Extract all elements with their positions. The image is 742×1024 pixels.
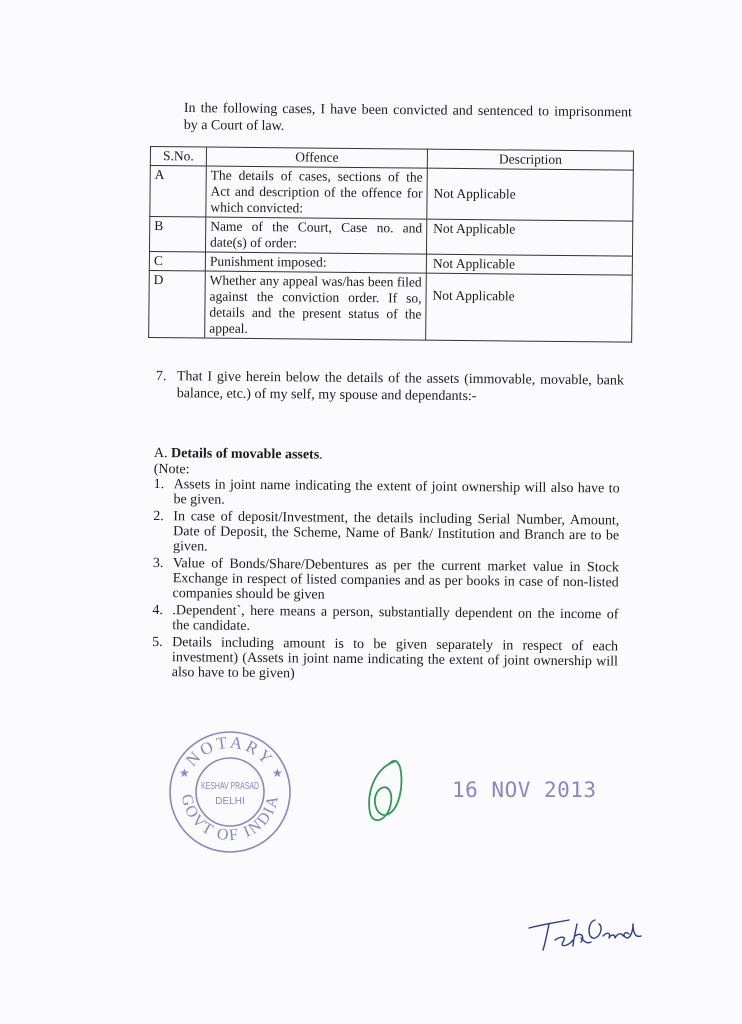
row-offence: Whether any appeal was/has been filed against the conviction order. If so, details and the present status of the appeal.	[205, 271, 427, 340]
note-number: 3.	[152, 555, 164, 572]
note-number: 1.	[153, 476, 165, 493]
list-item	[152, 603, 618, 637]
table-row	[149, 217, 632, 257]
row-description: Not Applicable	[426, 219, 632, 256]
section-title: Details of movable assets	[170, 446, 320, 463]
header-description: Description	[427, 149, 633, 170]
handwritten-signature	[525, 906, 653, 954]
row-description: Not Applicable	[427, 168, 633, 221]
date-stamp: 16 NOV 2013	[452, 778, 597, 802]
intro-paragraph: In the following cases, I have been convicted and sentenced to imprisonment by a Court of law.	[183, 100, 632, 134]
notes-list	[152, 477, 620, 684]
stamp-top-text: NOTARY	[181, 732, 279, 771]
note-number: 4.	[152, 602, 163, 619]
star-icon: ★	[179, 766, 190, 780]
row-offence: The details of cases, sections of the Act and description of the offence for which convicted:	[206, 166, 427, 219]
note-number: 5.	[152, 634, 163, 651]
list-item	[153, 509, 619, 558]
notary-stamp	[166, 728, 294, 856]
star-icon: ★	[272, 766, 283, 780]
stamp-place: DELHI	[215, 796, 245, 807]
list-item	[153, 477, 619, 511]
point-number: 7.	[155, 368, 167, 385]
row-sno: D	[149, 270, 206, 338]
note-text: Details including amount is to be given separately in respect of each investment) (Assets in joint name indicating the extent of joint ownership will also have to be given)	[171, 635, 619, 682]
section-title-suffix: .	[319, 447, 323, 463]
list-item	[152, 635, 618, 684]
note-text: Assets in joint name indicating the extent of joint ownership will also have to be given.	[173, 477, 620, 508]
note-text: In case of deposit/Investment, the details including Serial Number, Amount, Date of Deposit, the Scheme, Name of Bank/ Institution and Branch are to be given.	[172, 509, 620, 555]
note-text: .Dependent`, here means a person, substantially dependent on the income of the candidate.	[172, 603, 619, 634]
row-sno: C	[149, 251, 205, 271]
list-item	[153, 556, 619, 605]
initials-mark-icon	[360, 755, 410, 827]
conviction-table	[148, 146, 634, 343]
header-sno: S.No.	[150, 147, 206, 167]
movable-assets-section	[152, 446, 620, 686]
table-row	[150, 166, 633, 222]
row-description: Not Applicable	[426, 273, 633, 342]
note-text: Value of Bonds/Share/Debentures as per the current market value in Stock Exchange in respect of listed companies and as per books in case of non-listed companies should be given	[172, 556, 619, 603]
stamp-name: KESHAV PRASAD	[201, 781, 259, 792]
assets-declaration-point	[156, 368, 624, 406]
section-prefix: A.	[153, 446, 168, 462]
row-offence: Name of the Court, Case no. and date(s) of order:	[205, 217, 426, 254]
table-row	[149, 270, 633, 342]
note-number: 2.	[153, 508, 164, 525]
header-offence: Offence	[206, 147, 427, 168]
point-text: That I give herein below the details of the assets (immovable, movable, bank balance, etc.) of my self, my spouse and dependants:-	[176, 369, 624, 405]
row-sno: A	[150, 166, 206, 218]
row-description: Not Applicable	[426, 254, 632, 275]
stamp-bottom-text: GOVT OF INDIA	[177, 792, 283, 845]
row-sno: B	[149, 217, 205, 253]
row-offence: Punishment imposed:	[205, 252, 426, 273]
note-label: (Note:	[153, 461, 190, 478]
